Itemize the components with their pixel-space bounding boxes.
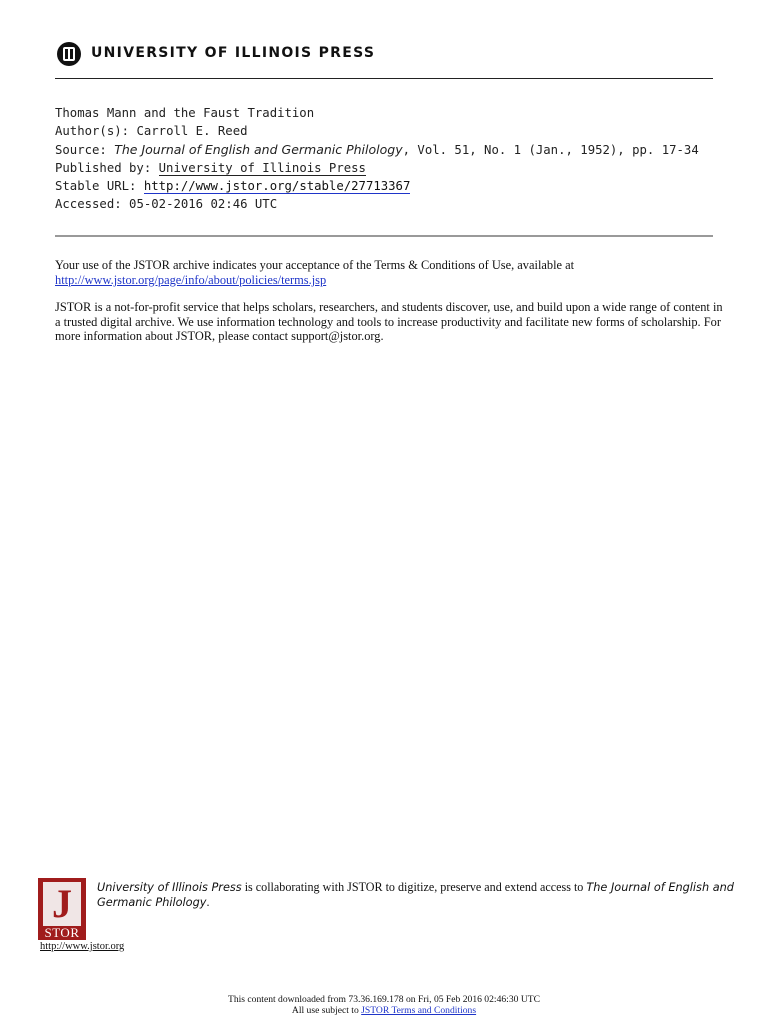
source-label: Source: (55, 142, 107, 157)
stable-url-line (55, 177, 735, 195)
terms-prefix: All use subject to (291, 1005, 362, 1016)
collaboration-statement (97, 880, 737, 911)
authors-value: Carroll E. Reed (136, 124, 248, 139)
accessed-label: Accessed: (55, 197, 122, 212)
download-info: This content downloaded from 73.36.169.178 on Fri, 05 Feb 2016 02:46:30 UTC (227, 994, 541, 1005)
authors-label: Author(s): (55, 124, 130, 139)
accessed-value: 05-02-2016 02:46 UTC (129, 197, 278, 212)
page-header (55, 42, 713, 78)
source-details: , Vol. 51, No. 1 (Jan., 1952), pp. 17-34 (402, 142, 699, 157)
citation-block (55, 104, 735, 214)
stable-url-link[interactable]: http://www.jstor.org/stable/27713367 (143, 179, 411, 194)
stable-url-label: Stable URL: (55, 179, 137, 194)
publisher-link[interactable]: University of Illinois Press (158, 160, 366, 175)
authors-line (55, 122, 735, 140)
jstor-logo-text: STOR (44, 925, 80, 940)
jstor-logo-icon[interactable] (38, 878, 86, 940)
terms-notice-text: Your use of the JSTOR archive indicates your acceptance of the Terms & Conditions of Use, available at (55, 258, 575, 272)
source-journal: The Journal of English and Germanic Philology (114, 141, 403, 157)
collab-publisher: University of Illinois Press (97, 881, 242, 894)
article-title: Thomas Mann and the Faust Tradition (55, 106, 315, 120)
jstor-logo-letter: J (52, 881, 72, 926)
collab-journal: The Journal of English and Germanic Philology (97, 881, 734, 910)
accessed-line (55, 195, 735, 213)
jstor-about-text: JSTOR is a not-for-profit service that helps scholars, researchers, and students discover, use, and build upon a wide range of content in a trusted digital archive. We use information technology and tools to increase productivity and facilitate new forms of scholarship. For more information about JSTOR, please contact support@jstor.org. (55, 300, 723, 344)
publisher-line (55, 159, 735, 177)
header-divider (55, 78, 713, 79)
university-of-illinois-press-logo-icon (57, 42, 81, 66)
terms-conditions-link[interactable]: JSTOR Terms and Conditions (361, 1005, 477, 1016)
collab-text: is collaborating with JSTOR to digitize, preserve and extend access to (241, 880, 587, 894)
terms-line (0, 1005, 768, 1016)
publisher-label: Published by: (55, 160, 152, 175)
citation-divider (55, 235, 713, 237)
terms-policy-link[interactable]: http://www.jstor.org/page/info/about/policies/terms.jsp (55, 272, 327, 287)
press-name: UNIVERSITY OF ILLINOIS PRESS (91, 45, 376, 61)
source-line (55, 141, 735, 159)
collab-end: . (206, 895, 210, 910)
terms-notice (55, 258, 723, 287)
jstor-url-link[interactable]: http://www.jstor.org (40, 941, 125, 952)
